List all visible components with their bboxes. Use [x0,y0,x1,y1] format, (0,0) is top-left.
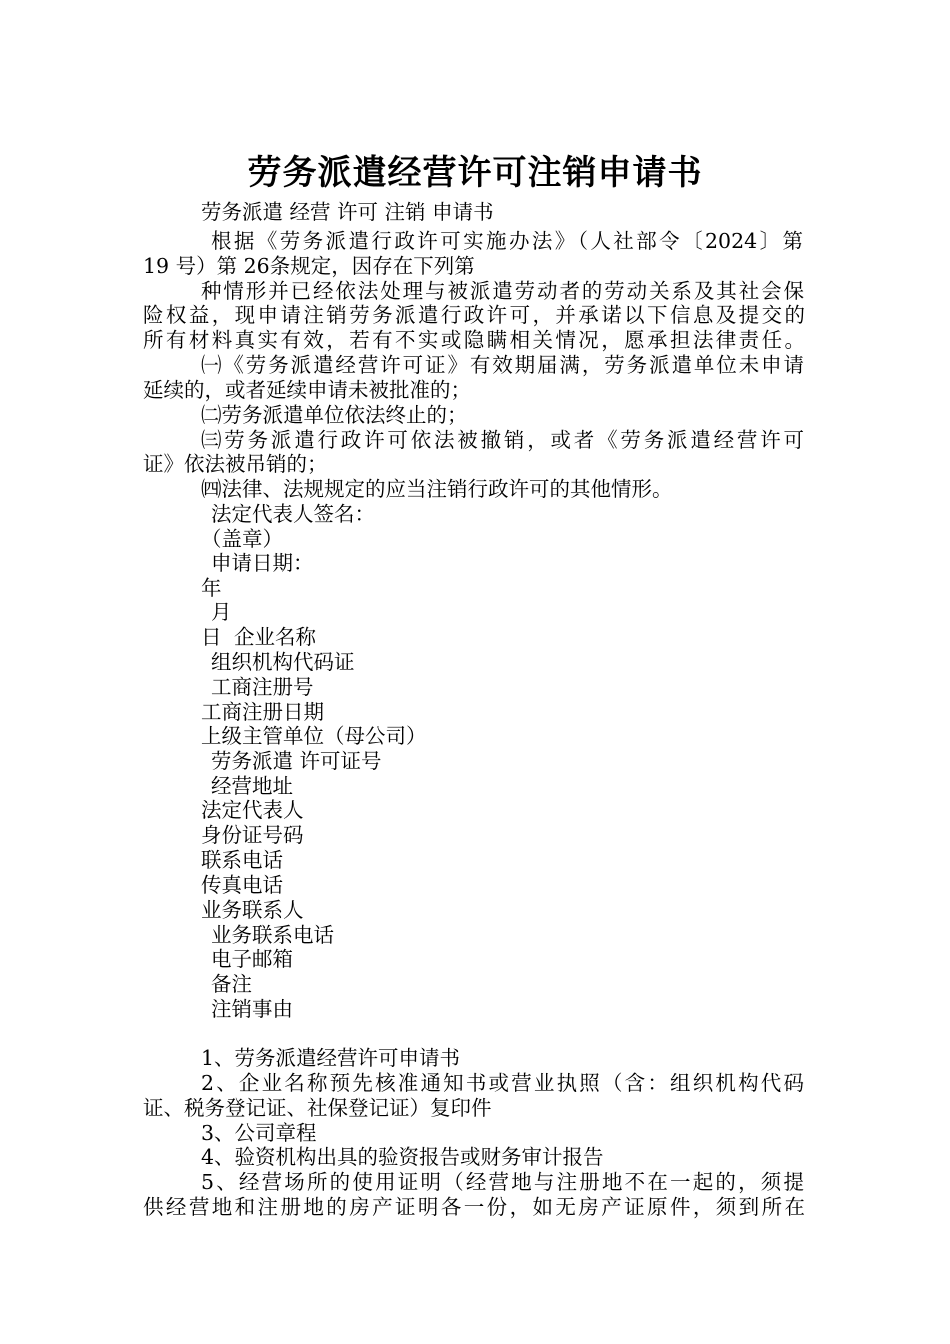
field-reason: 注销事由 [211,997,293,1021]
document-title: 劳务派遣经营许可注销申请书 [247,152,703,193]
field-org-code: 组织机构代码证 [211,650,355,674]
intro-line-1: 根据《劳务派遣行政许可实施办法》（人社部令〔2024〕第 [211,229,803,253]
condition-1-line-2: 延续的，或者延续申请未被批准的； [143,378,471,402]
field-parent-unit: 上级主管单位（母公司） [201,724,427,748]
material-2-line-1: 2、企业名称预先核准通知书或营业执照（含：组织机构代码 [201,1071,804,1095]
intro-line-5: 所有材料真实有效，若有不实或隐瞒相关情况，愿承担法律责任。 [143,328,805,352]
condition-1-line-1: ㈠《劳务派遣经营许可证》有效期届满，劳务派遣单位未申请 [201,353,804,377]
field-id-no: 身份证号码 [201,823,304,847]
field-phone: 联系电话 [201,848,283,872]
condition-3-line-2: 证》依法被吊销的； [143,452,328,476]
field-license-no: 劳务派遣 许可证号 [211,749,382,773]
field-address: 经营地址 [211,774,293,798]
application-date-label: 申请日期： [211,551,314,575]
material-1: 1、劳务派遣经营许可申请书 [201,1046,461,1070]
intro-line-4: 险权益，现申请注销劳务派遣行政许可，并承诺以下信息及提交的 [143,303,805,327]
intro-line-3: 种情形并已经依法处理与被派遣劳动者的劳动关系及其社会保 [201,279,804,303]
day-label: 日 [201,625,222,649]
material-5-line-1: 5、经营场所的使用证明（经营地与注册地不在一起的，须提 [201,1170,804,1194]
field-email: 电子邮箱 [211,947,293,971]
material-4: 4、验资机构出具的验资报告或财务审计报告 [201,1145,604,1169]
field-legal-person: 法定代表人 [201,798,304,822]
field-business-reg-no: 工商注册号 [211,675,314,699]
condition-3-line-1: ㈢劳务派遣行政许可依法被撤销，或者《劳务派遣经营许可 [201,428,804,452]
intro-line-2: 19 号）第 26条规定，因存在下列第 [143,254,475,278]
field-contact: 业务联系人 [201,898,304,922]
field-business-reg-date: 工商注册日期 [201,700,324,724]
month-label: 月 [211,600,232,624]
year-label: 年 [201,576,222,600]
field-company-name: 企业名称 [234,625,316,649]
condition-4: ㈣法律、法规规定的应当注销行政许可的其他情形。 [201,477,673,501]
field-contact-phone: 业务联系电话 [211,923,334,947]
material-3: 3、公司章程 [201,1121,317,1145]
legal-rep-signature-label: 法定代表人签名： [211,502,375,526]
material-2-line-2: 证、税务登记证、社保登记证）复印件 [143,1096,492,1120]
field-remarks: 备注 [211,972,252,996]
seal-label: （盖章） [201,527,283,551]
document-subtitle: 劳务派遣 经营 许可 注销 申请书 [201,200,494,224]
material-5-line-2: 供经营地和注册地的房产证明各一份，如无房产证原件，须到所在 [143,1195,805,1219]
condition-2: ㈡劳务派遣单位依法终止的； [201,403,468,427]
field-fax: 传真电话 [201,873,283,897]
